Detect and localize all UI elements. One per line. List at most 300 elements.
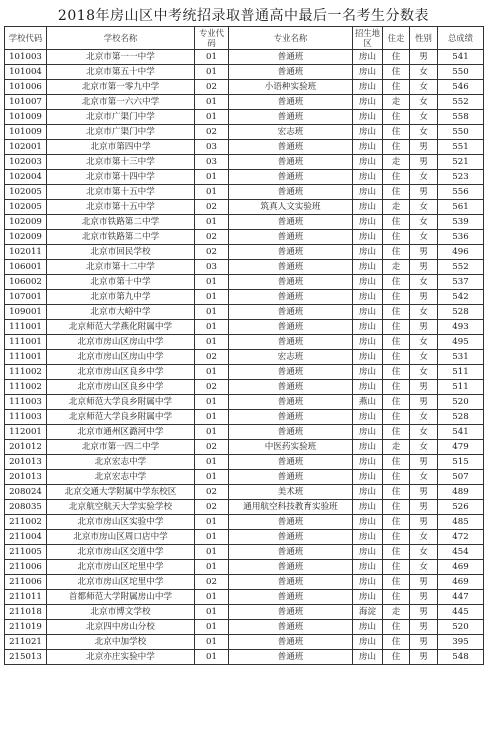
cell-region: 房山 [353, 215, 383, 230]
cell-school-code: 211005 [5, 545, 47, 560]
cell-major-name: 普通班 [229, 575, 353, 590]
cell-region: 房山 [353, 545, 383, 560]
cell-total-score: 489 [438, 485, 484, 500]
table-row [5, 500, 484, 515]
cell-region: 房山 [353, 335, 383, 350]
cell-school-name: 北京市房山区良乡中学 [47, 380, 195, 395]
cell-school-code: 101003 [5, 50, 47, 65]
cell-school-code: 107001 [5, 290, 47, 305]
cell-region: 房山 [353, 200, 383, 215]
cell-major-code: 01 [195, 170, 229, 185]
cell-school-name: 北京航空航天大学实验学校 [47, 500, 195, 515]
cell-school-code: 111003 [5, 410, 47, 425]
cell-region: 房山 [353, 125, 383, 140]
cell-gender: 女 [410, 440, 438, 455]
cell-major-code: 02 [195, 440, 229, 455]
cell-boarding: 住 [383, 140, 410, 155]
cell-boarding: 住 [383, 455, 410, 470]
cell-school-code: 102003 [5, 155, 47, 170]
cell-gender: 女 [410, 200, 438, 215]
cell-total-score: 541 [438, 425, 484, 440]
cell-major-name: 中医药实验班 [229, 440, 353, 455]
table-row [5, 455, 484, 470]
cell-major-code: 03 [195, 260, 229, 275]
cell-gender: 男 [410, 380, 438, 395]
cell-boarding: 住 [383, 380, 410, 395]
cell-major-name: 普通班 [229, 65, 353, 80]
cell-total-score: 551 [438, 140, 484, 155]
cell-school-name: 北京四中房山分校 [47, 620, 195, 635]
table-row [5, 320, 484, 335]
cell-gender: 女 [410, 230, 438, 245]
cell-school-name: 北京市通州区潞河中学 [47, 425, 195, 440]
cell-major-code: 01 [195, 530, 229, 545]
cell-major-code: 01 [195, 395, 229, 410]
table-row [5, 110, 484, 125]
cell-school-name: 北京中加学校 [47, 635, 195, 650]
cell-gender: 女 [410, 410, 438, 425]
cell-total-score: 395 [438, 635, 484, 650]
cell-gender: 女 [410, 80, 438, 95]
cell-gender: 男 [410, 515, 438, 530]
cell-region: 燕山 [353, 395, 383, 410]
cell-total-score: 469 [438, 560, 484, 575]
cell-major-code: 01 [195, 635, 229, 650]
cell-major-name: 普通班 [229, 140, 353, 155]
cell-region: 房山 [353, 440, 383, 455]
cell-gender: 男 [410, 575, 438, 590]
cell-total-score: 479 [438, 440, 484, 455]
table-row [5, 260, 484, 275]
table-row [5, 545, 484, 560]
cell-boarding: 住 [383, 410, 410, 425]
cell-school-name: 北京市房山区坨里中学 [47, 560, 195, 575]
cell-major-code: 01 [195, 110, 229, 125]
cell-school-code: 102005 [5, 200, 47, 215]
table-row [5, 95, 484, 110]
cell-school-name: 北京交通大学附属中学东校区 [47, 485, 195, 500]
cell-boarding: 住 [383, 530, 410, 545]
cell-region: 房山 [353, 245, 383, 260]
cell-school-code: 211002 [5, 515, 47, 530]
cell-boarding: 住 [383, 395, 410, 410]
cell-major-name: 普通班 [229, 470, 353, 485]
cell-major-code: 03 [195, 140, 229, 155]
cell-region: 房山 [353, 305, 383, 320]
cell-boarding: 住 [383, 170, 410, 185]
cell-region: 房山 [353, 50, 383, 65]
cell-school-name: 北京市大峪中学 [47, 305, 195, 320]
cell-major-name: 普通班 [229, 50, 353, 65]
cell-boarding: 住 [383, 515, 410, 530]
cell-school-code: 102001 [5, 140, 47, 155]
table-row [5, 485, 484, 500]
cell-major-code: 01 [195, 50, 229, 65]
cell-total-score: 526 [438, 500, 484, 515]
cell-school-code: 112001 [5, 425, 47, 440]
header-region: 招生地区 [353, 27, 383, 50]
cell-boarding: 住 [383, 275, 410, 290]
cell-major-name: 普通班 [229, 515, 353, 530]
cell-school-name: 北京市广渠门中学 [47, 125, 195, 140]
cell-major-name: 普通班 [229, 650, 353, 665]
cell-total-score: 523 [438, 170, 484, 185]
cell-school-code: 211021 [5, 635, 47, 650]
cell-major-name: 普通班 [229, 260, 353, 275]
cell-school-name: 北京市第十三中学 [47, 155, 195, 170]
cell-boarding: 住 [383, 545, 410, 560]
cell-school-code: 211011 [5, 590, 47, 605]
cell-total-score: 550 [438, 65, 484, 80]
cell-school-code: 101004 [5, 65, 47, 80]
cell-boarding: 住 [383, 230, 410, 245]
cell-gender: 男 [410, 260, 438, 275]
cell-major-name: 普通班 [229, 170, 353, 185]
cell-major-code: 01 [195, 320, 229, 335]
cell-major-code: 01 [195, 95, 229, 110]
cell-region: 房山 [353, 140, 383, 155]
cell-major-name: 普通班 [229, 185, 353, 200]
cell-major-name: 普通班 [229, 155, 353, 170]
header-boarding: 住走 [383, 27, 410, 50]
cell-major-code: 02 [195, 125, 229, 140]
cell-region: 房山 [353, 455, 383, 470]
cell-school-code: 101009 [5, 125, 47, 140]
cell-major-name: 小语种实验班 [229, 80, 353, 95]
cell-school-name: 北京市第十五中学 [47, 200, 195, 215]
cell-total-score: 521 [438, 155, 484, 170]
cell-major-name: 普通班 [229, 95, 353, 110]
cell-major-name: 普通班 [229, 320, 353, 335]
cell-region: 房山 [353, 425, 383, 440]
cell-total-score: 556 [438, 185, 484, 200]
cell-gender: 男 [410, 185, 438, 200]
cell-school-name: 北京市第一一中学 [47, 50, 195, 65]
cell-boarding: 住 [383, 215, 410, 230]
cell-total-score: 507 [438, 470, 484, 485]
cell-region: 房山 [353, 170, 383, 185]
cell-school-code: 111003 [5, 395, 47, 410]
cell-gender: 女 [410, 335, 438, 350]
cell-boarding: 住 [383, 125, 410, 140]
cell-major-name: 普通班 [229, 545, 353, 560]
cell-school-name: 北京师范大学良乡附属中学 [47, 410, 195, 425]
table-row [5, 365, 484, 380]
cell-region: 房山 [353, 95, 383, 110]
cell-boarding: 住 [383, 65, 410, 80]
cell-total-score: 469 [438, 575, 484, 590]
cell-major-code: 01 [195, 515, 229, 530]
cell-boarding: 走 [383, 200, 410, 215]
cell-total-score: 496 [438, 245, 484, 260]
cell-gender: 男 [410, 155, 438, 170]
cell-boarding: 住 [383, 305, 410, 320]
cell-school-code: 111001 [5, 320, 47, 335]
cell-major-code: 01 [195, 215, 229, 230]
cell-region: 房山 [353, 260, 383, 275]
cell-boarding: 住 [383, 470, 410, 485]
cell-major-code: 03 [195, 155, 229, 170]
cell-school-code: 211006 [5, 560, 47, 575]
cell-boarding: 住 [383, 245, 410, 260]
table-row [5, 230, 484, 245]
cell-boarding: 走 [383, 155, 410, 170]
cell-boarding: 住 [383, 635, 410, 650]
cell-school-name: 北京市第十五中学 [47, 185, 195, 200]
cell-major-code: 01 [195, 185, 229, 200]
cell-region: 房山 [353, 230, 383, 245]
cell-gender: 男 [410, 140, 438, 155]
cell-region: 房山 [353, 65, 383, 80]
header-gender: 性别 [410, 27, 438, 50]
cell-gender: 女 [410, 470, 438, 485]
cell-region: 房山 [353, 560, 383, 575]
cell-boarding: 住 [383, 485, 410, 500]
cell-major-name: 普通班 [229, 365, 353, 380]
cell-school-code: 211006 [5, 575, 47, 590]
cell-major-name: 普通班 [229, 380, 353, 395]
table-row [5, 605, 484, 620]
cell-gender: 男 [410, 455, 438, 470]
cell-major-code: 02 [195, 200, 229, 215]
table-row [5, 185, 484, 200]
table-row [5, 395, 484, 410]
cell-school-code: 101009 [5, 110, 47, 125]
table-row [5, 635, 484, 650]
cell-boarding: 住 [383, 425, 410, 440]
table-row [5, 515, 484, 530]
cell-major-name: 普通班 [229, 425, 353, 440]
cell-total-score: 493 [438, 320, 484, 335]
cell-major-name: 普通班 [229, 335, 353, 350]
cell-region: 房山 [353, 575, 383, 590]
cell-school-code: 111001 [5, 335, 47, 350]
cell-boarding: 住 [383, 650, 410, 665]
cell-school-code: 109001 [5, 305, 47, 320]
cell-gender: 女 [410, 305, 438, 320]
cell-major-name: 筑真人文实验班 [229, 200, 353, 215]
cell-school-code: 111002 [5, 365, 47, 380]
cell-school-name: 北京市第十四中学 [47, 170, 195, 185]
cell-region: 房山 [353, 530, 383, 545]
cell-school-name: 北京市房山区坨里中学 [47, 575, 195, 590]
cell-total-score: 552 [438, 260, 484, 275]
cell-school-code: 101006 [5, 80, 47, 95]
cell-school-name: 北京市铁路第二中学 [47, 230, 195, 245]
cell-region: 房山 [353, 485, 383, 500]
cell-total-score: 511 [438, 380, 484, 395]
table-row [5, 590, 484, 605]
cell-gender: 女 [410, 125, 438, 140]
table-row [5, 350, 484, 365]
table-row [5, 650, 484, 665]
table-row [5, 335, 484, 350]
cell-school-name: 北京市广渠门中学 [47, 110, 195, 125]
cell-gender: 女 [410, 530, 438, 545]
cell-total-score: 537 [438, 275, 484, 290]
cell-school-code: 111002 [5, 380, 47, 395]
cell-major-name: 普通班 [229, 395, 353, 410]
cell-region: 房山 [353, 410, 383, 425]
cell-region: 房山 [353, 350, 383, 365]
cell-region: 房山 [353, 185, 383, 200]
cell-major-code: 01 [195, 605, 229, 620]
cell-major-code: 02 [195, 485, 229, 500]
cell-gender: 男 [410, 605, 438, 620]
cell-school-name: 北京亦庄实验中学 [47, 650, 195, 665]
cell-total-score: 539 [438, 215, 484, 230]
cell-gender: 女 [410, 425, 438, 440]
cell-major-code: 01 [195, 275, 229, 290]
cell-gender: 女 [410, 560, 438, 575]
cell-gender: 男 [410, 395, 438, 410]
cell-major-name: 普通班 [229, 635, 353, 650]
cell-major-name: 普通班 [229, 560, 353, 575]
cell-major-name: 普通班 [229, 275, 353, 290]
table-row [5, 425, 484, 440]
cell-major-name: 普通班 [229, 590, 353, 605]
cell-major-code: 02 [195, 230, 229, 245]
cell-region: 房山 [353, 500, 383, 515]
cell-region: 房山 [353, 620, 383, 635]
cell-school-code: 208024 [5, 485, 47, 500]
cell-school-code: 106001 [5, 260, 47, 275]
table-row [5, 125, 484, 140]
table-row [5, 170, 484, 185]
cell-major-name: 美术班 [229, 485, 353, 500]
table-row [5, 140, 484, 155]
cell-major-code: 02 [195, 350, 229, 365]
cell-region: 房山 [353, 380, 383, 395]
cell-gender: 女 [410, 65, 438, 80]
document-title: 2018年房山区中考统招录取普通高中最后一名考生分数表 [57, 8, 430, 24]
cell-school-name: 北京市第十中学 [47, 275, 195, 290]
cell-boarding: 走 [383, 605, 410, 620]
cell-gender: 女 [410, 110, 438, 125]
cell-region: 房山 [353, 650, 383, 665]
cell-major-code: 01 [195, 470, 229, 485]
cell-boarding: 走 [383, 260, 410, 275]
cell-region: 海淀 [353, 605, 383, 620]
cell-school-name: 北京市第九中学 [47, 290, 195, 305]
header-school-code: 学校代码 [5, 27, 47, 50]
cell-total-score: 520 [438, 395, 484, 410]
cell-major-code: 02 [195, 500, 229, 515]
table-row [5, 530, 484, 545]
cell-school-code: 102009 [5, 215, 47, 230]
cell-gender: 女 [410, 365, 438, 380]
cell-total-score: 536 [438, 230, 484, 245]
cell-school-name: 北京市房山区周口店中学 [47, 530, 195, 545]
cell-region: 房山 [353, 365, 383, 380]
table-row [5, 200, 484, 215]
cell-school-name: 北京宏志中学 [47, 470, 195, 485]
cell-major-code: 01 [195, 425, 229, 440]
table-row [5, 245, 484, 260]
table-row [5, 80, 484, 95]
cell-total-score: 552 [438, 95, 484, 110]
cell-major-code: 01 [195, 290, 229, 305]
cell-boarding: 走 [383, 440, 410, 455]
cell-school-code: 102004 [5, 170, 47, 185]
cell-total-score: 550 [438, 125, 484, 140]
cell-region: 房山 [353, 320, 383, 335]
cell-school-name: 首都师范大学附属房山中学 [47, 590, 195, 605]
cell-major-code: 01 [195, 305, 229, 320]
cell-total-score: 495 [438, 335, 484, 350]
cell-school-code: 201013 [5, 470, 47, 485]
cell-boarding: 住 [383, 560, 410, 575]
cell-major-name: 普通班 [229, 215, 353, 230]
cell-school-code: 201013 [5, 455, 47, 470]
table-row [5, 290, 484, 305]
table-row [5, 65, 484, 80]
cell-school-code: 102009 [5, 230, 47, 245]
cell-school-name: 北京市房山区交道中学 [47, 545, 195, 560]
cell-boarding: 住 [383, 620, 410, 635]
cell-boarding: 住 [383, 50, 410, 65]
table-row [5, 575, 484, 590]
cell-region: 房山 [353, 110, 383, 125]
cell-boarding: 住 [383, 80, 410, 95]
cell-gender: 男 [410, 245, 438, 260]
cell-school-name: 北京师范大学燕化附属中学 [47, 320, 195, 335]
cell-school-name: 北京市房山区良乡中学 [47, 365, 195, 380]
cell-total-score: 515 [438, 455, 484, 470]
table-row [5, 560, 484, 575]
cell-region: 房山 [353, 470, 383, 485]
cell-major-name: 普通班 [229, 290, 353, 305]
cell-school-name: 北京市第五十中学 [47, 65, 195, 80]
cell-total-score: 485 [438, 515, 484, 530]
cell-total-score: 561 [438, 200, 484, 215]
cell-boarding: 住 [383, 290, 410, 305]
cell-boarding: 住 [383, 110, 410, 125]
cell-school-name: 北京市第一四二中学 [47, 440, 195, 455]
cell-school-code: 102005 [5, 185, 47, 200]
table-row [5, 470, 484, 485]
cell-total-score: 520 [438, 620, 484, 635]
score-table [4, 26, 484, 665]
header-major-name: 专业名称 [229, 27, 353, 50]
cell-major-code: 01 [195, 620, 229, 635]
cell-school-name: 北京宏志中学 [47, 455, 195, 470]
cell-region: 房山 [353, 275, 383, 290]
cell-gender: 男 [410, 485, 438, 500]
cell-school-name: 北京市第一六六中学 [47, 95, 195, 110]
cell-major-code: 01 [195, 650, 229, 665]
cell-gender: 女 [410, 350, 438, 365]
header-school-name: 学校名称 [47, 27, 195, 50]
cell-school-name: 北京市第一零九中学 [47, 80, 195, 95]
cell-major-name: 普通班 [229, 605, 353, 620]
table-row [5, 275, 484, 290]
cell-major-code: 01 [195, 590, 229, 605]
cell-gender: 女 [410, 215, 438, 230]
cell-gender: 男 [410, 290, 438, 305]
cell-school-name: 北京师范大学良乡附属中学 [47, 395, 195, 410]
cell-major-name: 普通班 [229, 245, 353, 260]
cell-school-name: 北京市第十二中学 [47, 260, 195, 275]
cell-major-code: 02 [195, 80, 229, 95]
cell-total-score: 528 [438, 305, 484, 320]
cell-major-code: 01 [195, 335, 229, 350]
cell-school-code: 211004 [5, 530, 47, 545]
cell-total-score: 445 [438, 605, 484, 620]
cell-total-score: 528 [438, 410, 484, 425]
cell-gender: 女 [410, 275, 438, 290]
table-row [5, 155, 484, 170]
